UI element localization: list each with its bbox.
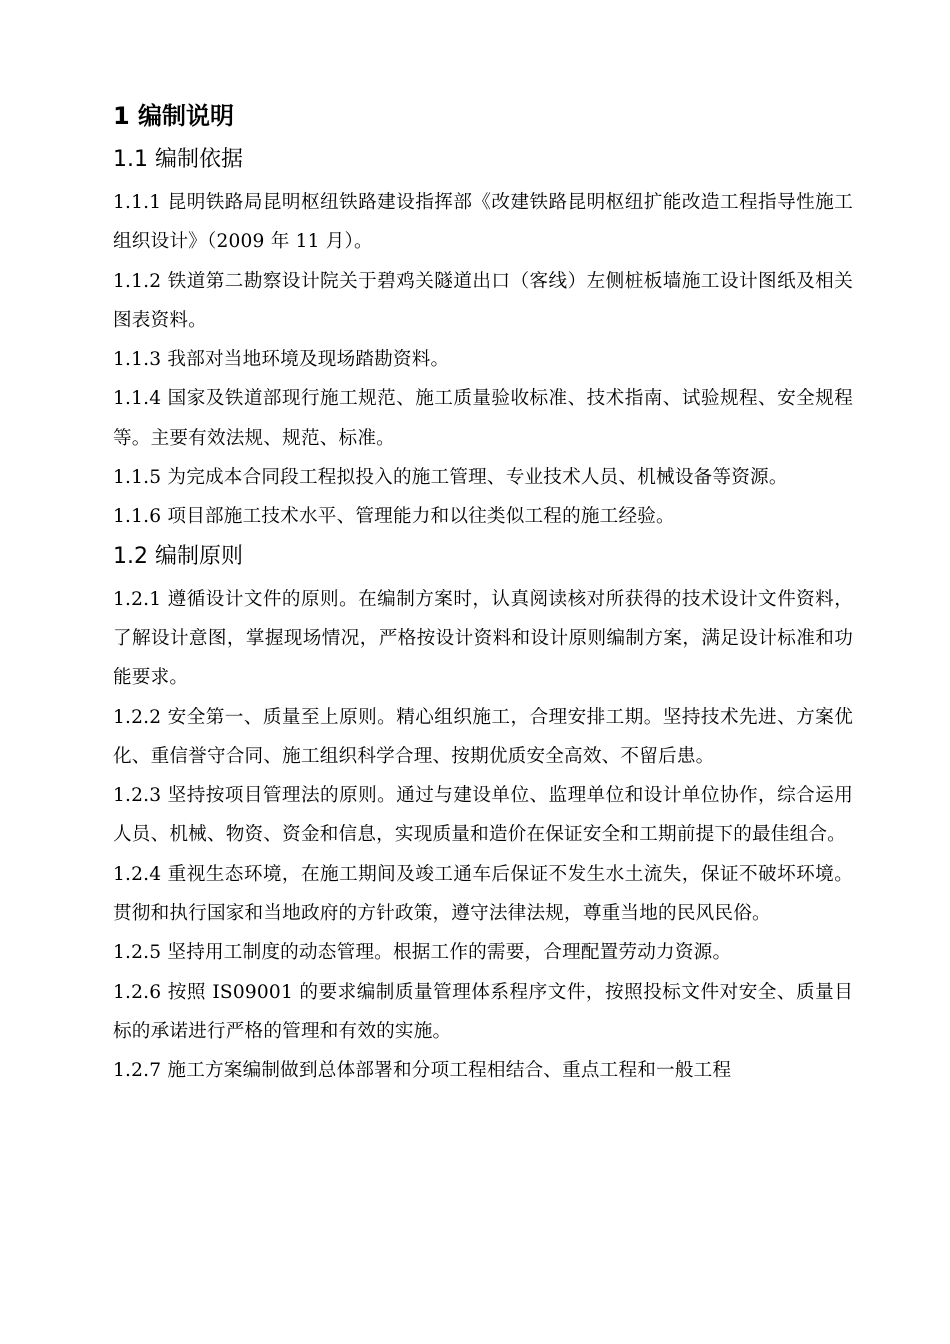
paragraph-1-2-1: 1.2.1 遵循设计文件的原则。在编制方案时，认真阅读核对所获得的技术设计文件资料，了解设计意图，掌握现场情况，严格按设计资料和设计原则编制方案，满足设计标准和功能要求。 <box>113 588 853 689</box>
paragraph-1-2-4: 1.2.4 重视生态环境，在施工期间及竣工通车后保证不发生水土流失，保证不破坏环境。贯彻和执行国家和当地政府的方针政策，遵守法律法规，尊重当地的民风民俗。 <box>113 863 853 925</box>
paragraph-1-1-3: 1.1.3 我部对当地环境及现场踏勘资料。 <box>113 349 450 371</box>
paragraph-1-1-6: 1.1.6 项目部施工技术水平、管理能力和以往类似工程的施工经验。 <box>113 506 675 528</box>
paragraph-1-1-5: 1.1.5 为完成本合同段工程拟投入的施工管理、专业技术人员、机械设备等资源。 <box>113 467 788 489</box>
paragraph-1-1-4: 1.1.4 国家及铁道部现行施工规范、施工质量验收标准、技术指南、试验规程、安全规程等。主要有效法规、规范、标准。 <box>113 388 853 449</box>
document-page <box>113 96 853 1091</box>
paragraph-1-2-6: 1.2.6 按照 IS09001 的要求编制质量管理体系程序文件，按照投标文件对安全、质量目标的承诺进行严格的管理和有效的实施。 <box>113 981 853 1042</box>
paragraph-1-2-3: 1.2.3 坚持按项目管理法的原则。通过与建设单位、监理单位和设计单位协作，综合运用人员、机械、物资、资金和信息，实现质量和造价在保证安全和工期前提下的最佳组合。 <box>113 785 853 846</box>
paragraph-1-1-1: 1.1.1 昆明铁路局昆明枢纽铁路建设指挥部《改建铁路昆明枢纽扩能改造工程指导性施工组织设计》（2009 年 11 月）。 <box>113 192 853 253</box>
section-1-2-heading: 1.2 编制原则 <box>113 543 243 569</box>
paragraph-1-2-5: 1.2.5 坚持用工制度的动态管理。根据工作的需要，合理配置劳动力资源。 <box>113 942 732 964</box>
section-1-1-heading: 1.1 编制依据 <box>113 147 243 172</box>
paragraph-1-2-2: 1.2.2 安全第一、质量至上原则。精心组织施工，合理安排工期。坚持技术先进、方案优化、重信誉守合同、施工组织科学合理、按期优质安全高效、不留后患。 <box>113 706 853 767</box>
paragraph-1-2-7: 1.2.7 施工方案编制做到总体部署和分项工程相结合、重点工程和一般工程 <box>113 1060 732 1082</box>
section-1-heading: 1 编制说明 <box>113 102 235 130</box>
paragraph-1-1-2: 1.1.2 铁道第二勘察设计院关于碧鸡关隧道出口（客线）左侧桩板墙施工设计图纸及相关图表资料。 <box>113 270 853 331</box>
